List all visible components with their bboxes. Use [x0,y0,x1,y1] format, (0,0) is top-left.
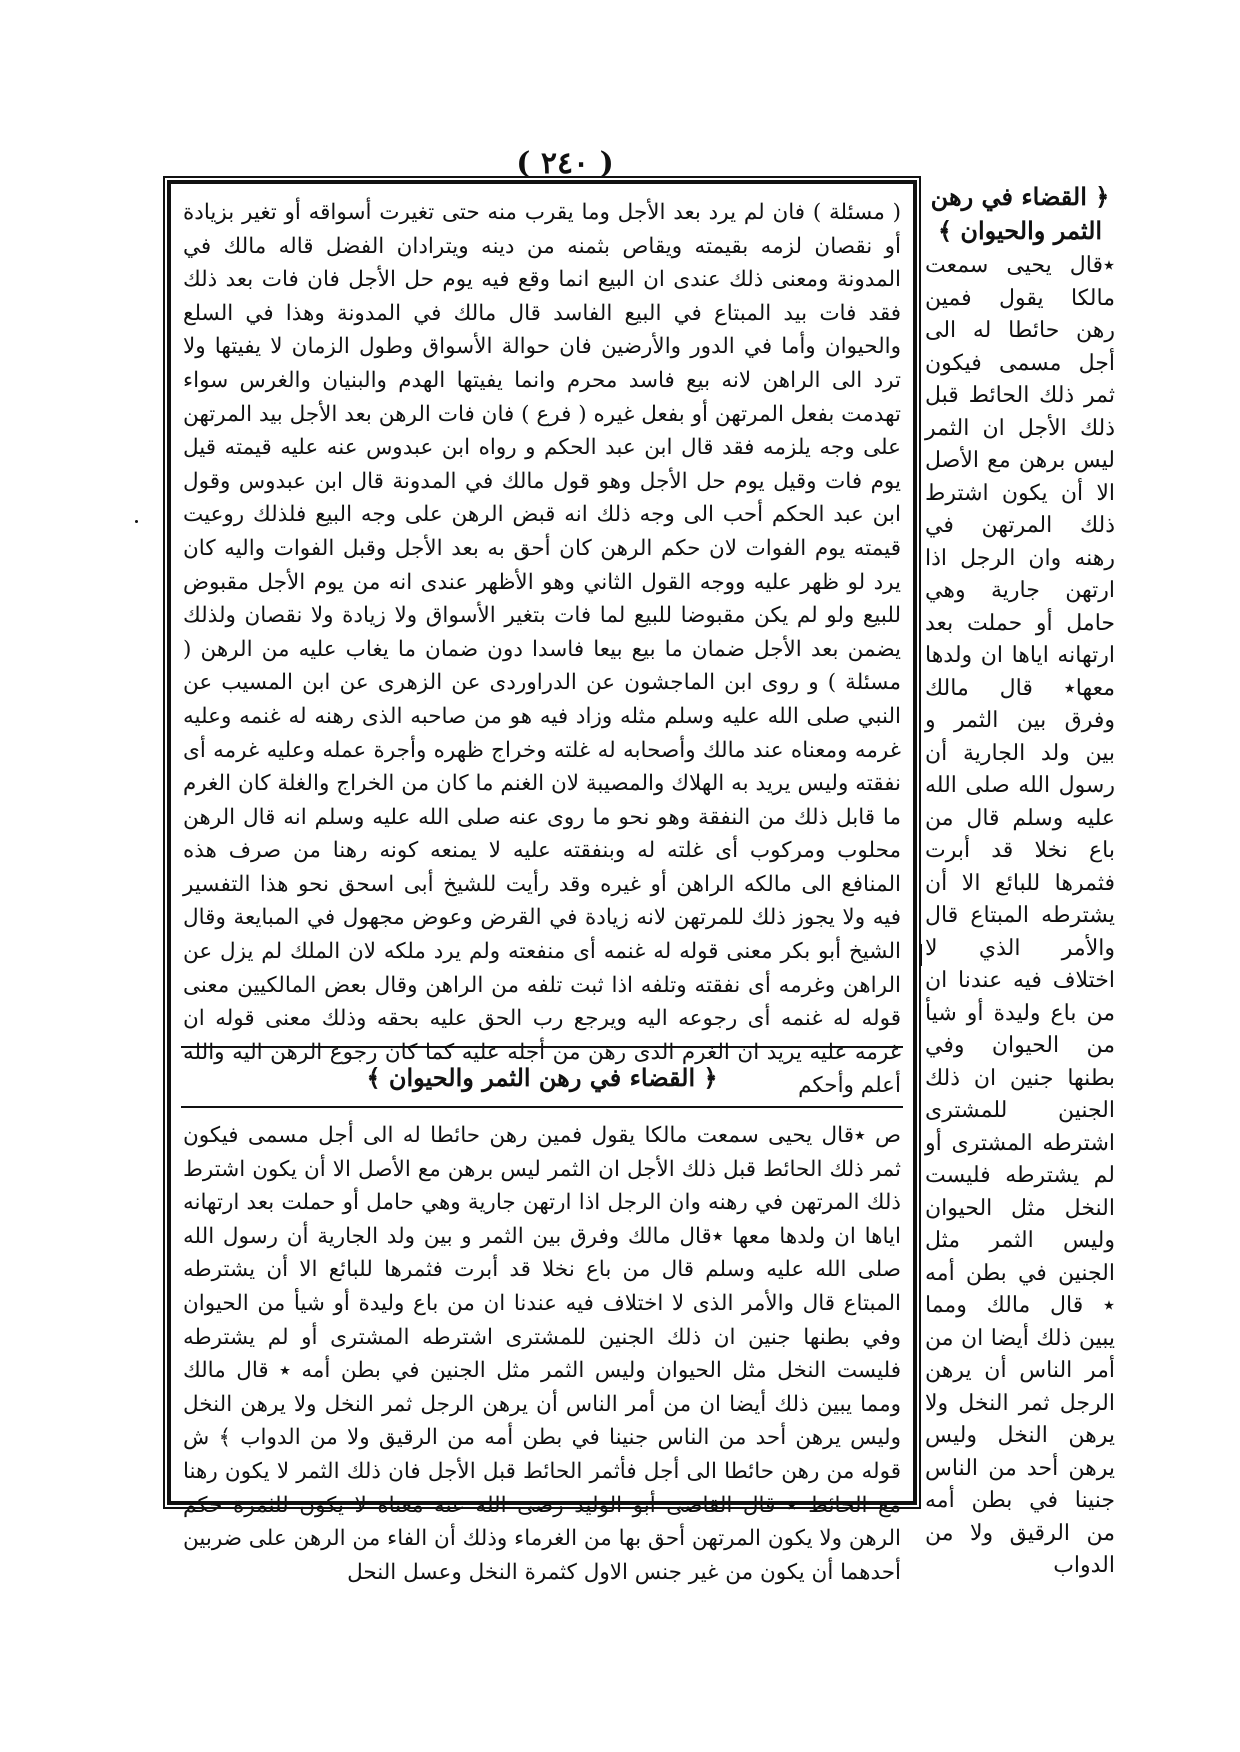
side-note-body: ٭قال يحيى سمعت مالكا يقول فمين رهن حائطا له الى أجل مسمى فيكون ثمر ذلك الحائط قبل ذلك الأجل ان الثمر ليس برهن مع الأصل الا أن يكون اشترط ذلك المرتهن في رهنه وان الرجل اذا ارتهن جارية وهي حامل أو حملت بعد ارتهانه اياها ان ولدها معها٭ قال مالك وفرق بين الثمر و بين ولد الجارية أن رسول الله صلى الله عليه وسلم قال من باع نخلا قد أبرت فثمرها للبائع الا أن يشترطه المبتاع قال والأمر الذي لا اختلاف فيه عندنا ان من باع وليدة أو شيأ من الحيوان وفي بطنها جنين ان ذلك الجنين للمشترى اشترطه المشترى أو لم يشترطه فليست النخل مثل الحيوان وليس الثمر مثل الجنين في بطن أمه ٭ قال مالك ومما يبين ذلك أيضا ان من أمر الناس أن يرهن الرجل ثمر النخل ولا يرهن النخل وليس يرهن أحد من الناس جنينا في بطن أمه من الرقيق ولا من الدواب [925,253,1115,1578]
side-note-title: ﴿ القضاء في رهن الثمر والحيوان ﴾ [930,182,1110,245]
commentary-text: ( مسئلة ) فان لم يرد بعد الأجل وما يقرب منه حتى تغيرت أسواقه أو تغير بزيادة أو نقصان لزمه بقيمته ويقاص بثمنه من دينه ويترادان الفضل قاله مالك في المدونة ومعنى ذلك عندى ان البيع انما وقع فيه يوم حل الأجل فان فات بعد ذلك فقد فات بيد المبتاع في البيع الفاسد قال مالك في المدونة وهذا في السلع والحيوان وأما في الدور والأرضين فان حوالة الأسواق وطول الزمان لا يفيتها ولا ترد الى الراهن لانه بيع فاسد محرم وانما يفيتها الهدم والبنيان والغرس سواء تهدمت بفعل المرتهن أو بفعل غيره ( فرع ) فان فات الرهن بعد الأجل بيد المرتهن على وجه يلزمه فقد قال ابن عبد الحكم و رواه ابن عبدوس عنه عليه قيمته قيل يوم فات وقيل يوم حل الأجل وهو قول مالك في المدونة قال ابن عبدوس وقول ابن عبد الحكم أحب الى وجه ذلك انه قبض الرهن على وجه البيع فلذلك روعيت قيمته يوم الفوات لان حكم الرهن كان أحق به بعد الأجل وقبل الفوات واليه كان يرد لو ظهر عليه ووجه القول الثاني وهو الأظهر عندى انه من يوم الأجل مقبوض للبيع ولو لم يكن مقبوضا للبيع لما فات بتغير الأسواق ولا زيادة ولا نقصان ولذلك يضمن بعد الأجل ضمان ما بيع بيعا فاسدا دون ضمان ما يغاب عليه من الرهن ( مسئلة ) و روى ابن الماجشون عن الدراوردى عن الزهرى عن ابن المسيب عن النبي صلى الله عليه وسلم مثله وزاد فيه هو من صاحبه الذى رهنه له غنمه وعليه غرمه ومعناه عند مالك وأصحابه له غلته وخراج ظهره وأجرة عمله وعليه غرمه أى نفقته وليس يريد به الهلاك والمصيبة لان الغنم ما كان من الخراج والغلة كان الغرم ما قابل ذلك من النفقة وهو نحو ما روى عنه صلى الله عليه وسلم انه قال الرهن محلوب ومركوب أى غلته له وبنفقته عليه لا يمنعه كونه رهنا من صرف هذه المنافع الى مالكه الراهن أو غيره وقد رأيت للشيخ أبى اسحق نحو هذا التفسير فيه ولا يجوز ذلك للمرتهن لانه زيادة في القرض وعوض مجهول في المبايعة وقال الشيخ أبو بكر معنى قوله له غنمه أى منفعته ولم يرد ملكه لان الملك لم يزل عن الراهن وغرمه أى نفقته وتلفه اذا ثبت تلفه من الراهن وقال بعض المالكيين معنى قوله له غنمه أى رجوعه اليه ويرجع رب الحق عليه بحقه وذلك معنى قوله ان غرمه عليه يريد ان الغرم الذى رهن من أجله عليه كما كان رجوع الرهن اليه والله أعلم وأحكم [183,200,901,1099]
matn-text: ص ٭قال يحيى سمعت مالكا يقول فمين رهن حائطا له الى أجل مسمى فيكون ثمر ذلك الحائط قبل ذلك الأجل ان الثمر ليس برهن مع الأصل الا أن يكون اشترط ذلك المرتهن في رهنه وان الرجل اذا ارتهن جارية وهي حامل أو حملت بعد ارتهانه اياها ان ولدها معها ٭قال مالك وفرق بين الثمر و بين ولد الجارية أن رسول الله صلى الله عليه وسلم قال من باع نخلا قد أبرت فثمرها للبائع الا أن يشترطه المبتاع قال والأمر الذى لا اختلاف فيه عندنا ان من باع وليدة أو شيأ من الحيوان وفي بطنها جنين ان ذلك الجنين للمشترى اشترطه المشترى أو لم يشترطه فليست النخل مثل الحيوان وليس الثمر مثل الجنين في بطن أمه ٭ قال مالك ومما يبين ذلك أيضا ان من أمر الناس أن يرهن الرجل ثمر النخل ولا يرهن النخل وليس يرهن أحد من الناس جنينا في بطن أمه من الرقيق ولا من الدواب ﴾ ش قوله من رهن حائطا الى أجل فأثمر الحائط قبل الأجل فان ذلك الثمر لا يكون رهنا مع الحائط ٭ قال القاضى أبو الوليد رضى الله عنه معناه لا يكون للثمرة حكم الرهن ولا يكون المرتهن أحق بها من الغرماء وذلك أن الفاء من الرهن على ضربين أحدهما أن يكون من غير جنس الاول كثمرة النخل وعسل النحل [183,1123,901,1585]
section-heading-band [181,1046,903,1108]
main-text-frame [167,180,917,1585]
side-note [925,180,1115,1578]
margin-bar-mark [920,944,922,966]
section-heading: ﴿ القضاء في رهن الثمر والحيوان ﴾ [366,1062,718,1092]
page-number: ( ٢٤٠ ) [516,146,614,181]
stray-dot-mark [135,520,138,523]
